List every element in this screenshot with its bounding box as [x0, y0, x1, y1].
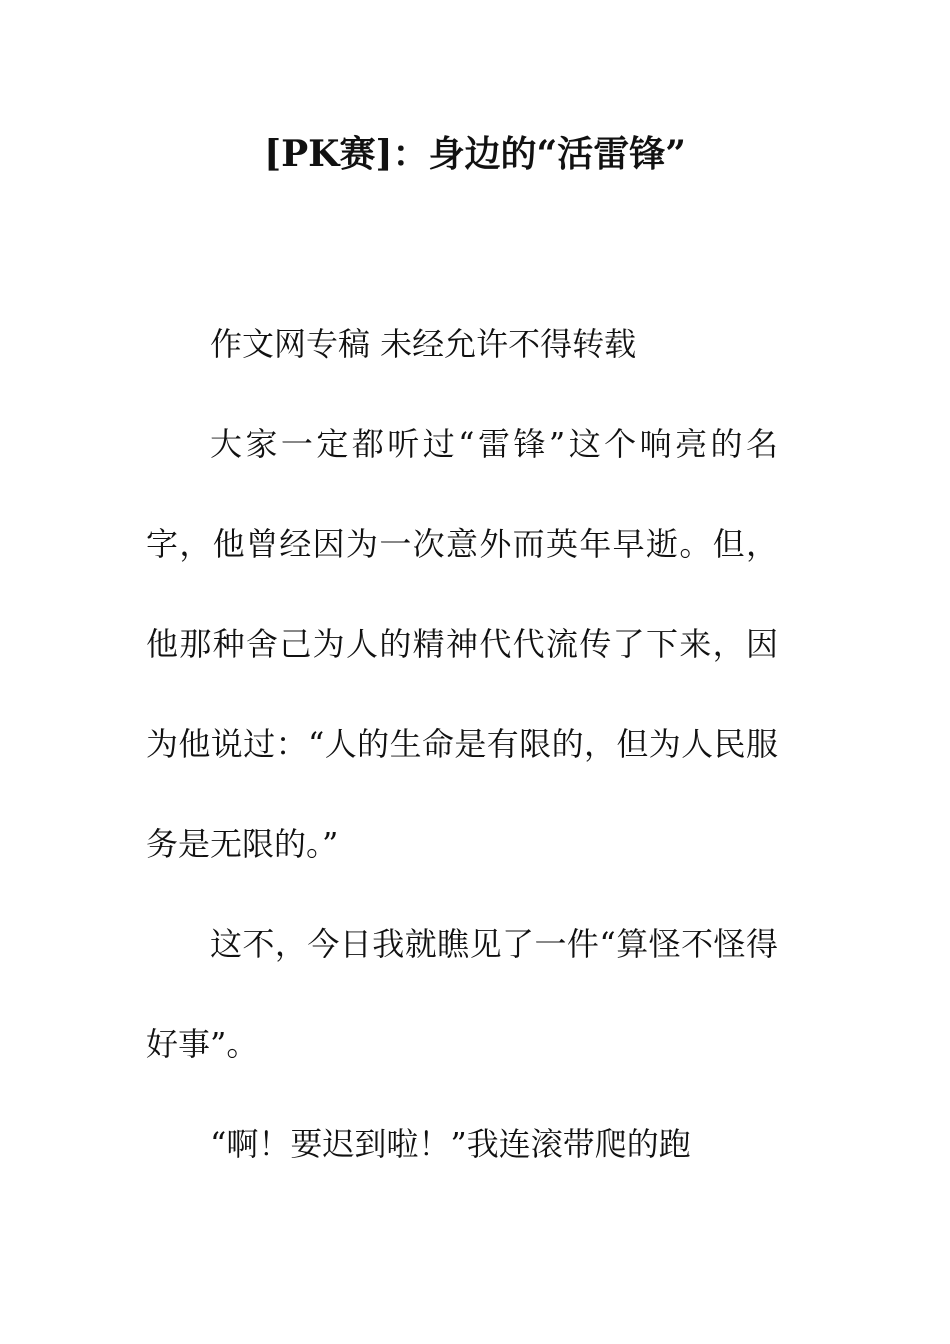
paragraph-story-start: “啊！要迟到啦！”我连滚带爬的跑: [210, 1125, 691, 1163]
document-body: [146, 294, 778, 1194]
paragraph-intro: 大家一定都听过“雷锋”这个响亮的名字，他曾经因为一次意外而英年早逝。但，他那种舍己为人的精神代代流传了下来，因为他说过：“人的生命是有限的，但为人民服务是无限的。”: [146, 425, 778, 863]
paragraph-transition: 这不，今日我就瞧见了一件“算怪不怪得好事”。: [146, 925, 778, 1063]
paragraph-notice: 作文网专稿 未经允许不得转载: [210, 325, 637, 363]
document-title: [PK赛]：身边的“活雷锋”: [264, 133, 686, 175]
